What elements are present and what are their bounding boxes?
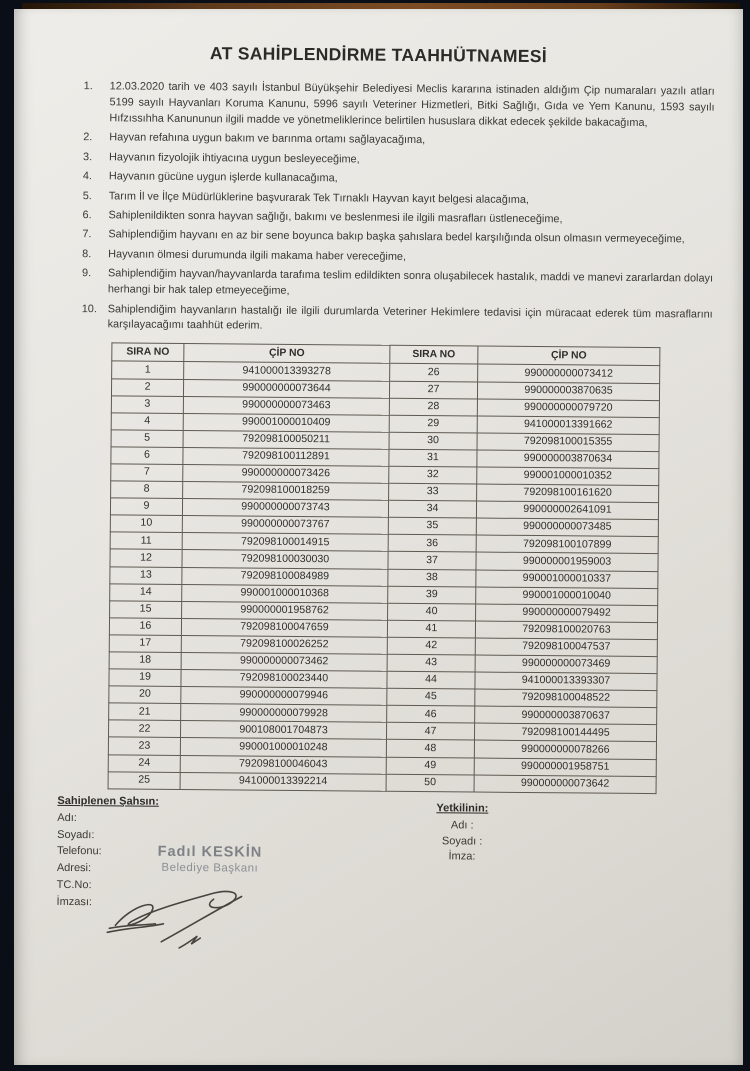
- clause-text: Tarım İl ve İlçe Müdürlüklerine başvurarak Tek Tırnaklı Hayvan kayıt belgesi alacağıma,: [108, 189, 530, 206]
- table-row: 15 990000001958762 40 990000000079492: [110, 601, 658, 623]
- mayor-stamp: [125, 843, 295, 874]
- table-row: 13 792098100084989 38 990001000010337: [110, 566, 658, 588]
- owner-phone-label: Telefonu:: [56, 845, 102, 858]
- clause-number: 1.: [83, 80, 93, 93]
- signature-section: [6, 794, 737, 1000]
- official-surname-label: Soyadı :: [441, 834, 483, 848]
- clause-text: Sahiplenildikten sonra hayvan sağlığı, bakımı ve beslenmesi ile ilgili masrafları üstleneceğime,: [108, 209, 563, 226]
- table-row: 11 792098100014915 36 792098100107899: [110, 532, 658, 554]
- table-row: 10 990000000073767 35 990000000073485: [110, 515, 658, 537]
- clause-item: [83, 130, 714, 151]
- table-row: 12 792098100030030 37 990000001959003: [110, 549, 658, 571]
- owner-name-label: Adı:: [57, 811, 77, 824]
- table-row: 14 990001000010368 39 990001000010040: [110, 583, 658, 605]
- table-row: 25 941000013392214 50 990000000073642: [108, 771, 656, 793]
- owner-block-title: Sahiplenen Şahsın:: [57, 794, 159, 808]
- official-block-title: Yetkilinin:: [436, 801, 489, 815]
- clause-text: Hayvanın fizyolojik ihtiyacına uygun besleyeceğime,: [109, 150, 360, 166]
- clause-item: [83, 169, 714, 190]
- mayor-name: Fadıl KESKİN: [157, 843, 263, 861]
- clause-number: 5.: [82, 189, 92, 202]
- official-signature-label: İmza:: [448, 850, 476, 863]
- clause-number: 2.: [83, 131, 93, 144]
- table-row: 23 990001000010248 48 990000000078266: [108, 737, 656, 759]
- table-row: 21 990000000079928 46 990000003870637: [109, 703, 657, 725]
- document-content: [5, 8, 743, 1070]
- column-header-sira-no-left: SIRA NO: [112, 343, 184, 362]
- clause-text: Hayvanın gücüne uygun işlerde kullanacağıma,: [108, 170, 338, 185]
- clause-text: Sahiplendiğim hayvan/hayvanlarda tarafıma teslim edildikten sonra oluşabilecek hastalık, maddi ve manevi zararlardan dolayı herhangi bir hak talep etmeyeceğime,: [107, 267, 714, 298]
- column-header-sira-no-right: SIRA NO: [390, 346, 478, 365]
- clause-item: [83, 150, 714, 171]
- clause-number: 9.: [81, 267, 92, 280]
- table-row: 8 792098100018259 33 792098100161620: [111, 481, 659, 503]
- official-block: [411, 802, 514, 867]
- clause-item: [82, 208, 713, 229]
- clause-item: [82, 247, 713, 268]
- table-row: 16 792098100047659 41 792098100020763: [109, 618, 657, 640]
- document-page: [14, 9, 743, 1065]
- clause-number: 8.: [82, 247, 92, 260]
- owner-signature-label: İmzası:: [56, 895, 93, 908]
- clause-text: 12.03.2020 tarih ve 403 sayılı İstanbul Büyükşehir Belediyesi Meclis kararına istinaden aldığım Çip numaraları yazılı atları 5199 sayılı Hayvanları Koruma Kanunu, 5996 sayılı Veteriner Hizmetleri, Bitki Sağlığı, Gıda ve Yem Kanunu, 1593 sayılı Hıfzıssıhha Kanununun ilgili madde ve yönetmeliklerince belirtilen hususlara dikkat edecek şekilde bakacağıma,: [109, 80, 715, 129]
- table-row: 24 792098100046043 49 990000001958751: [108, 754, 656, 776]
- table-row: 4 990001000010409 29 941000013391662: [111, 413, 659, 435]
- handwritten-signature: [101, 877, 292, 957]
- table-row: 5 792098100050211 30 792098100015355: [111, 430, 659, 452]
- mayor-role: Belediye Başkanı: [161, 861, 259, 875]
- table-row: 7 990000000073426 32 990001000010352: [111, 464, 659, 486]
- owner-idno-label: TC.No:: [56, 878, 92, 892]
- owner-surname-label: Soyadı:: [57, 828, 95, 841]
- table-row: 20 990000000079946 45 792098100048522: [109, 686, 657, 708]
- table-row: 3 990000000073463 28 990000000079720: [111, 395, 659, 417]
- clause-number: 3.: [83, 150, 93, 163]
- clause-number: 4.: [82, 170, 93, 183]
- official-name-label: Adı :: [450, 819, 474, 832]
- clause-number: 7.: [82, 228, 92, 241]
- clause-item: [82, 227, 713, 248]
- clause-number: 10.: [81, 302, 97, 315]
- clause-text: Sahiplendiğim hayvanların hastalığı ile ilgili durumlarda Veteriner Hekimlere tedavisi için müracaat ederek tüm masraflarını karşılayacağımı taahhüt ederim.: [107, 302, 713, 333]
- clause-text: Sahiplendiğim hayvanı en az bir sene boyunca bakıp başka şahıslara bedel karşılığında olsun olmasın vermeyeceğime,: [108, 228, 685, 246]
- clause-item: [82, 302, 713, 339]
- clause-item: [82, 266, 713, 303]
- chip-number-table: [108, 343, 661, 794]
- table-row: 6 792098100112891 31 990000003870634: [111, 447, 659, 469]
- signature-drawing: [101, 877, 292, 954]
- column-header-cip-no-left: ÇİP NO: [184, 344, 390, 364]
- document-title: AT SAHİPLENDİRME TAAHHÜTNAMESİ: [209, 43, 548, 67]
- clause-item: [83, 79, 714, 132]
- clause-text: Hayvanın ölmesi durumunda ilgili makama haber vereceğime,: [108, 248, 407, 263]
- table-row: 17 792098100026252 42 792098100047537: [109, 635, 657, 657]
- clause-list: [82, 79, 715, 339]
- clause-item: [83, 189, 714, 210]
- clause-number: 6.: [82, 209, 92, 222]
- table-row: 9 990000000073743 34 990000002641091: [110, 498, 658, 520]
- clause-text: Hayvan refahına uygun bakım ve barınma ortamı sağlayacağıma,: [109, 131, 426, 147]
- column-header-cip-no-right: ÇİP NO: [478, 346, 660, 366]
- table-row: 22 900108001704873 47 792098100144495: [108, 720, 656, 742]
- table-row: 2 990000000073644 27 990000003870635: [111, 378, 659, 400]
- table-row: 1 941000013393278 26 990000000073412: [112, 361, 660, 383]
- table-row: 18 990000000073462 43 990000000073469: [109, 652, 657, 674]
- table-row: 19 792098100023440 44 941000013393307: [109, 669, 657, 691]
- owner-address-label: Adresi:: [56, 862, 92, 875]
